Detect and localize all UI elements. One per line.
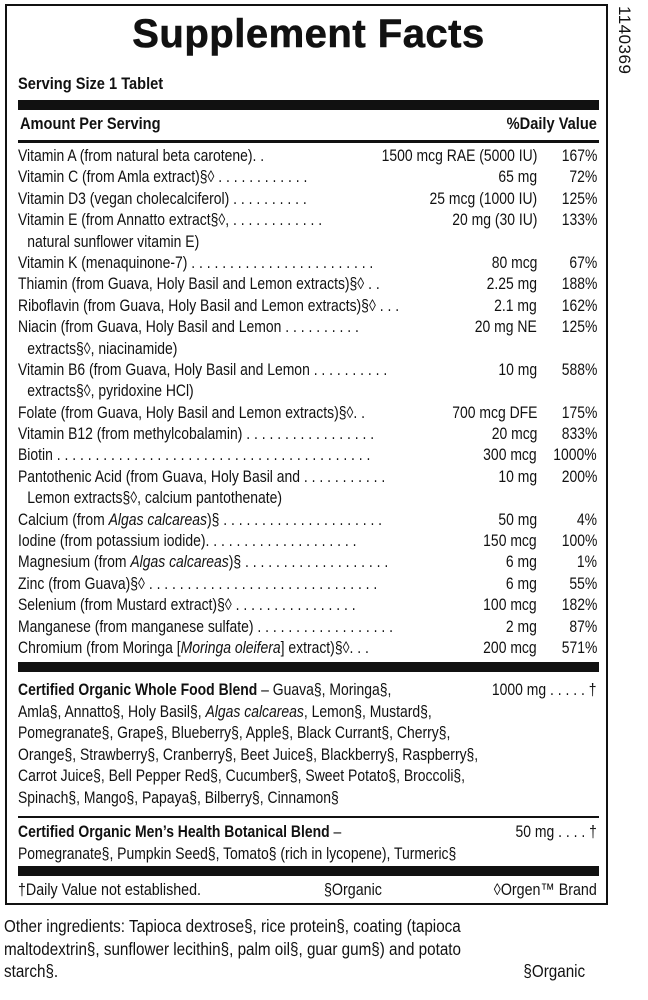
nutrient-daily-value: 67% xyxy=(569,252,597,272)
other-ingredients-line: maltodextrin§, sunflower lecithin§, palm oil§, guar gum§) and potato xyxy=(4,938,462,959)
nutrient-name: Biotin . . . . . . . . . . . . . . . . . . . . . . . . . . . . . . . . . . . . . . . . . xyxy=(18,445,371,465)
serving-size: Serving Size 1 Tablet xyxy=(18,74,164,93)
nutrient-amount: 2.1 mg xyxy=(494,295,537,315)
nutrient-amount: 20 mcg xyxy=(491,424,537,444)
nutrient-name: Pantothenic Acid (from Guava, Holy Basil and . . . . . . . . . . . xyxy=(18,466,386,486)
nutrient-amount: 10 mg xyxy=(498,359,537,379)
nutrient-table xyxy=(18,145,599,658)
nutrient-daily-value: 833% xyxy=(561,424,597,444)
nutrient-name: Chromium (from Moringa [Moringa oleifera] extract)§◊. . . xyxy=(18,637,369,657)
nutrient-amount: 2.25 mg xyxy=(486,274,537,294)
nutrient-name: Vitamin B6 (from Guava, Holy Basil and Lemon . . . . . . . . . . xyxy=(18,359,388,379)
other-ingredients xyxy=(4,915,616,983)
nutrient-daily-value: 1000% xyxy=(553,445,597,465)
nutrient-daily-value: 133% xyxy=(561,210,597,230)
nutrient-name: Vitamin A (from natural beta carotene). . xyxy=(18,146,265,165)
nutrient-daily-value: 588% xyxy=(561,359,597,379)
nutrient-daily-value: 162% xyxy=(561,295,597,315)
nutrient-daily-value: 72% xyxy=(569,167,597,187)
nutrient-name: Selenium (from Mustard extract)§◊ . . . . . . . . . . . . . . . . xyxy=(18,595,356,615)
footnote-dv: †Daily Value not established. xyxy=(18,880,201,899)
panel-inner xyxy=(18,6,599,899)
nutrient-amount: 300 mcg xyxy=(483,445,537,465)
blend-amount: 50 mg . . . . † xyxy=(515,822,597,841)
nutrient-amount: 6 mg xyxy=(506,573,537,593)
nutrient-row xyxy=(18,166,599,187)
footnote-brand: ◊Orgen™ Brand xyxy=(493,880,597,899)
divider-medium xyxy=(18,140,599,143)
nutrient-name: Vitamin E (from Annatto extract§◊, . . . . . . . . . . . . xyxy=(18,210,323,230)
blend-ingredients-line: Spinach§, Mango§, Papaya§, Bilberry§, Cinnamon§ xyxy=(18,787,339,807)
blend-heading: Certified Organic Men’s Health Botanical Blend – 50 mg . . . . † xyxy=(18,822,597,841)
nutrient-row xyxy=(18,316,599,337)
nutrient-name: Magnesium (from Algas calcareas)§ . . . . . . . . . . . . . . . . . . . xyxy=(18,552,389,572)
nutrient-name: Zinc (from Guava)§◊ . . . . . . . . . . . . . . . . . . . . . . . . . . . . . . xyxy=(18,573,378,593)
nutrient-daily-value: 1% xyxy=(576,552,597,572)
nutrient-name: Vitamin D3 (vegan cholecalciferol) . . . . . . . . . . xyxy=(18,188,307,208)
nutrient-amount: 10 mg xyxy=(498,466,537,486)
nutrient-daily-value: 200% xyxy=(561,466,597,486)
nutrient-row-continued xyxy=(18,380,599,401)
blend-ingredients-line: Orange§, Strawberry§, Cranberry§, Beet Juice§, Blackberry§, Raspberry§, xyxy=(18,744,479,764)
nutrient-daily-value: 87% xyxy=(569,616,597,636)
product-code: 1140369 xyxy=(615,6,634,75)
nutrient-name: natural sunflower vitamin E) xyxy=(27,231,200,251)
nutrient-row xyxy=(18,145,599,166)
nutrient-name: Vitamin C (from Amla extract)§◊ . . . . . . . . . . . . xyxy=(18,167,308,187)
divider-thick xyxy=(18,662,599,672)
nutrient-name: Folate (from Guava, Holy Basil and Lemon extracts)§◊. . xyxy=(18,402,365,422)
nutrient-row xyxy=(18,252,599,273)
nutrient-amount: 65 mg xyxy=(498,167,537,187)
column-header xyxy=(18,114,599,138)
blend-name: Certified Organic Whole Food Blend xyxy=(18,680,258,699)
nutrient-name: Riboflavin (from Guava, Holy Basil and Lemon extracts)§◊ . . . xyxy=(18,295,400,315)
blend-heading: Certified Organic Whole Food Blend – Guava§, Moringa§, 1000 mg . . . . . † xyxy=(18,680,597,699)
nutrient-row xyxy=(18,466,599,487)
divider-thick xyxy=(18,100,599,110)
blend-name: Certified Organic Men’s Health Botanical Blend xyxy=(18,822,330,841)
nutrient-daily-value: 125% xyxy=(561,188,597,208)
nutrient-amount: 100 mcg xyxy=(483,595,537,615)
nutrient-row xyxy=(18,295,599,316)
nutrient-row xyxy=(18,551,599,572)
nutrient-daily-value: 167% xyxy=(561,146,597,165)
nutrient-row xyxy=(18,594,599,615)
nutrient-amount: 25 mcg (1000 IU) xyxy=(429,188,537,208)
nutrient-row xyxy=(18,188,599,209)
nutrient-daily-value: 571% xyxy=(561,637,597,657)
nutrient-row xyxy=(18,530,599,551)
nutrient-row xyxy=(18,444,599,465)
botanical-blend xyxy=(18,821,599,864)
whole-food-blend xyxy=(18,679,599,809)
nutrient-row xyxy=(18,509,599,530)
nutrient-amount: 20 mg NE xyxy=(475,317,537,337)
nutrient-row-continued xyxy=(18,231,599,252)
nutrient-row xyxy=(18,273,599,294)
nutrient-name: Vitamin B12 (from methylcobalamin) . . . . . . . . . . . . . . . . . xyxy=(18,424,375,444)
nutrient-daily-value: 175% xyxy=(561,402,597,422)
nutrient-name: Manganese (from manganese sulfate) . . . . . . . . . . . . . . . . . . xyxy=(18,616,393,636)
footnotes xyxy=(18,879,599,901)
other-ingredients-line: starch§. §Organic xyxy=(4,961,586,981)
divider-thin xyxy=(18,816,599,818)
nutrient-amount: 200 mcg xyxy=(483,637,537,657)
nutrient-name: extracts§◊, niacinamide) xyxy=(27,338,178,358)
blend-ingredients-line: Pomegranate§, Pumpkin Seed§, Tomato§ (rich in lycopene), Turmeric§ xyxy=(18,843,457,863)
nutrient-name: extracts§◊, pyridoxine HCl) xyxy=(27,381,194,401)
nutrient-amount: 50 mg xyxy=(498,509,537,529)
nutrient-row-continued xyxy=(18,487,599,508)
nutrient-name: Lemon extracts§◊, calcium pantothenate) xyxy=(27,488,283,508)
nutrient-row xyxy=(18,616,599,637)
nutrient-daily-value: 4% xyxy=(576,509,597,529)
nutrient-daily-value: 182% xyxy=(561,595,597,615)
nutrient-amount: 6 mg xyxy=(506,552,537,572)
nutrient-daily-value: 125% xyxy=(561,317,597,337)
amount-per-serving-label: Amount Per Serving xyxy=(20,114,161,133)
blend-ingredients-line: Pomegranate§, Grape§, Blueberry§, Apple§, Black Currant§, Cherry§, xyxy=(18,723,451,743)
nutrient-row xyxy=(18,573,599,594)
footnote-organic: §Organic xyxy=(324,880,382,899)
nutrient-name: Niacin (from Guava, Holy Basil and Lemon . . . . . . . . . . xyxy=(18,317,359,337)
nutrient-row xyxy=(18,637,599,658)
nutrient-daily-value: 55% xyxy=(569,573,597,593)
nutrient-amount: 20 mg (30 IU) xyxy=(451,210,537,230)
nutrient-daily-value: 100% xyxy=(561,531,597,551)
nutrient-row xyxy=(18,359,599,380)
panel-title: Supplement Facts xyxy=(132,12,485,56)
other-organic-note: §Organic xyxy=(523,961,586,981)
daily-value-label: %Daily Value xyxy=(506,114,597,133)
nutrient-name: Calcium (from Algas calcareas)§ . . . . . . . . . . . . . . . . . . . . . xyxy=(18,509,383,529)
nutrient-amount: 700 mcg DFE xyxy=(451,402,537,422)
nutrient-amount: 150 mcg xyxy=(483,531,537,551)
divider-thick xyxy=(18,866,599,876)
nutrient-amount: 80 mcg xyxy=(491,252,537,272)
nutrient-name: Thiamin (from Guava, Holy Basil and Lemon extracts)§◊ . . xyxy=(18,274,380,294)
blend-ingredients-line: Amla§, Annatto§, Holy Basil§, Algas calcareas, Lemon§, Mustard§, xyxy=(18,701,432,721)
supplement-facts-panel xyxy=(5,4,608,905)
nutrient-row xyxy=(18,402,599,423)
nutrient-name: Vitamin K (menaquinone-7) . . . . . . . . . . . . . . . . . . . . . . . . xyxy=(18,252,374,272)
nutrient-daily-value: 188% xyxy=(561,274,597,294)
nutrient-amount: 1500 mcg RAE (5000 IU) xyxy=(381,146,537,165)
nutrient-row xyxy=(18,423,599,444)
blend-ingredients-line: Carrot Juice§, Bell Pepper Red§, Cucumber§, Sweet Potato§, Broccoli§, xyxy=(18,766,466,786)
nutrient-amount: 2 mg xyxy=(506,616,537,636)
blend-amount: 1000 mg . . . . . † xyxy=(492,680,597,699)
nutrient-row-continued xyxy=(18,338,599,359)
nutrient-row xyxy=(18,209,599,230)
nutrient-name: Iodine (from potassium iodide). . . . . . . . . . . . . . . . . . . . xyxy=(18,531,357,551)
other-ingredients-line: Other ingredients: Tapioca dextrose§, rice protein§, coating (tapioca xyxy=(4,916,461,936)
